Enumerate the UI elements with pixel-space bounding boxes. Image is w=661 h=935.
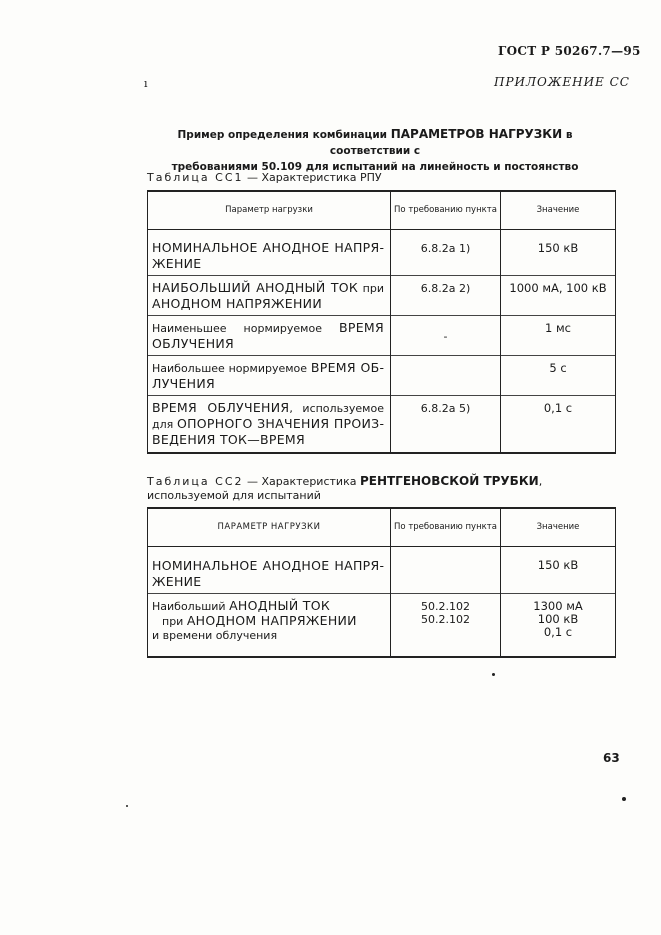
table1-caption-prefix: Таблица СС1 <box>147 171 244 184</box>
table2 <box>147 507 616 658</box>
table2-row1-ref <box>391 546 501 593</box>
table2-caption-mid: — Характеристика <box>243 475 360 488</box>
value-line-1: 1300 мА <box>533 598 583 613</box>
row-name-b: ВРЕМЯ ОБЛУЧЕНИЯ <box>152 359 384 391</box>
table2-row2-value <box>501 593 616 657</box>
table2-caption <box>147 474 617 503</box>
table2-header-row <box>148 508 616 546</box>
page-number: 63 <box>603 751 620 765</box>
table2-header-ref: По требованию пункта <box>391 508 501 546</box>
speck-mark <box>622 797 626 801</box>
heading-line1-a: Пример определения комбинации <box>177 129 388 141</box>
table1-row1-ref: 6.8.2а 1) <box>391 229 501 275</box>
section-heading <box>140 126 610 175</box>
row-name-d: АНОДНОМ НАПРЯЖЕНИИ <box>186 612 357 628</box>
row-name-b: , используемое для <box>152 401 384 431</box>
row-name-text: НОМИНАЛЬНОЕ АНОДНОЕ НАПРЯЖЕНИЕ <box>152 557 384 589</box>
table1-row4-ref <box>391 355 501 395</box>
standard-number: ГОСТ Р 50267.7—95 <box>498 44 641 58</box>
annex-title: ПРИЛОЖЕНИЕ СС <box>494 75 630 89</box>
table2-row1-value: 150 кВ <box>501 546 616 593</box>
row-name-c: ОПОРНОГО ЗНАЧЕНИЯ ПРОИЗВЕДЕНИЯ ТОК—ВРЕМЯ <box>152 415 384 447</box>
table-row <box>148 355 616 395</box>
speck-mark <box>492 673 495 676</box>
row-name-a: НАИБОЛЬШИЙ АНОДНЫЙ ТОК <box>152 279 359 295</box>
table1-row2-name <box>148 275 391 315</box>
table1-row5-ref: 6.8.2а 5) <box>391 395 501 453</box>
ref-line-1: 50.2.102 <box>421 599 470 613</box>
heading-line1-c: в соответствии с <box>329 129 573 157</box>
table2-row2-name <box>148 593 391 657</box>
row-name-e: и времени облучения <box>152 628 278 642</box>
table-row <box>148 395 616 453</box>
table1-row2-value: 1000 мА, 100 кВ <box>501 275 616 315</box>
margin-mark: ı <box>144 77 148 90</box>
table-row <box>148 546 616 593</box>
row-name-a: Наибольший <box>152 599 230 613</box>
table1-caption <box>147 171 382 184</box>
value-line-3: 0,1 с <box>543 624 573 639</box>
table1 <box>147 190 616 454</box>
table-row <box>148 229 616 275</box>
table2-row1-name <box>148 546 391 593</box>
value-line-2: 100 кВ <box>537 611 579 626</box>
row-name-a: Наименьшее нормируемое <box>152 321 340 335</box>
row-name-c: АНОДНОМ НАПРЯЖЕНИИ <box>152 295 322 311</box>
table2-caption-rest: , используемой для испытаний <box>147 475 543 502</box>
table1-row5-value: 0,1 с <box>501 395 616 453</box>
table1-row4-name <box>148 355 391 395</box>
table1-header-param: Параметр нагрузки <box>148 191 391 229</box>
row-name-b: при <box>358 281 384 295</box>
table-row <box>148 275 616 315</box>
row-name-b: ВРЕМЯ ОБЛУЧЕНИЯ <box>152 319 384 351</box>
table1-row3-ref: - <box>391 315 501 355</box>
table1-row1-name <box>148 229 391 275</box>
table2-header-param: ПАРАМЕТР НАГРУЗКИ <box>148 508 391 546</box>
row-name-a: ВРЕМЯ ОБЛУЧЕНИЯ <box>152 399 290 415</box>
table-row <box>148 315 616 355</box>
row-name-a: Наибольшее нормируемое <box>152 361 311 375</box>
table1-caption-rest: — Характеристика РПУ <box>243 171 382 184</box>
table2-row2-ref <box>391 593 501 657</box>
heading-line2: требованиями 50.109 для испытаний на линейность и постоянство <box>171 161 579 173</box>
ref-line-2: 50.2.102 <box>421 612 470 626</box>
table1-header-value: Значение <box>501 191 616 229</box>
row-name-c: при <box>162 614 187 628</box>
table2-caption-strong: РЕНТГЕНОВСКОЙ ТРУБКИ <box>359 474 539 488</box>
table1-row1-value: 150 кВ <box>501 229 616 275</box>
table1-header-ref: По требованию пункта <box>391 191 501 229</box>
table1-header-row <box>148 191 616 229</box>
table1-row4-value: 5 с <box>501 355 616 395</box>
speck-mark <box>126 805 128 807</box>
table-row <box>148 593 616 657</box>
table2-caption-prefix: Таблица СС2 <box>147 475 244 488</box>
row-name-text: НОМИНАЛЬНОЕ АНОДНОЕ НАПРЯЖЕНИЕ <box>152 239 384 271</box>
table1-row3-value: 1 мс <box>501 315 616 355</box>
table1-row5-name <box>148 395 391 453</box>
table2-header-value: Значение <box>501 508 616 546</box>
row-name-b: АНОДНЫЙ ТОК <box>229 597 331 613</box>
table1-row2-ref: 6.8.2а 2) <box>391 275 501 315</box>
table1-row3-name <box>148 315 391 355</box>
heading-line1-b: ПАРАМЕТРОВ НАГРУЗКИ <box>390 127 563 141</box>
